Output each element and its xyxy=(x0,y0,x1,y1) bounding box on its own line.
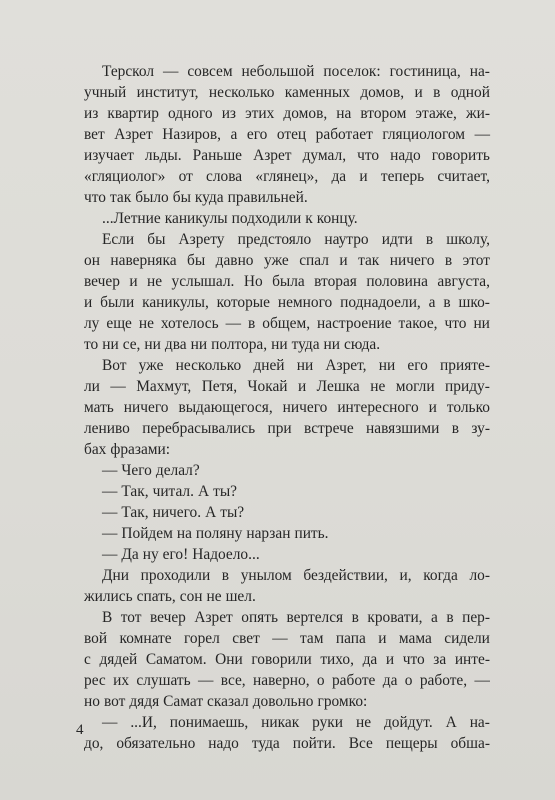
text-line: — Чего делал? xyxy=(102,462,200,479)
text-line: вет Азрет Назиров, а его отец работает гляциологом — xyxy=(84,126,490,143)
text-line: изучает льды. Раньше Азрет думал, что надо говорить xyxy=(84,147,490,164)
text-line: Дни проходили в унылом бездействии, и, когда ло- xyxy=(102,567,490,584)
page-number: 4 xyxy=(76,722,84,738)
paragraph xyxy=(84,607,490,712)
text-line: ...Летние каникулы подходили к концу. xyxy=(102,210,358,227)
text-line: вечер и не услышал. Но была вторая половина августа, xyxy=(84,273,490,290)
text-line: Вот уже несколько дней ни Азрет, ни его прияте- xyxy=(102,357,490,374)
text-line: Терскол — совсем небольшой поселок: гостиница, на- xyxy=(102,63,490,80)
text-line: — Пойдем на поляну нарзан пить. xyxy=(102,525,329,542)
text-line: — Так, читал. А ты? xyxy=(102,483,237,500)
paragraph xyxy=(84,523,490,544)
paragraph xyxy=(84,61,490,208)
paragraph xyxy=(84,481,490,502)
paragraph xyxy=(84,565,490,607)
text-line: Если бы Азрету предстояло наутро идти в школу, xyxy=(102,231,490,248)
text-line: учный институт, несколько каменных домов, и в одной xyxy=(84,84,490,101)
paragraph xyxy=(84,355,490,460)
text-line: рес их слушать — все, наверно, о работе да о работе, — xyxy=(84,672,490,689)
text-line: «гляциолог» от слова «глянец», да и теперь считает, xyxy=(84,168,490,185)
text-line: ли — Махмут, Петя, Чокай и Лешка не могли приду- xyxy=(84,378,490,395)
text-line: и были каникулы, которые немного поднадоели, а в шко- xyxy=(84,294,490,311)
text-line: он наверняка бы давно уже спал и так ничего в этот xyxy=(84,252,490,269)
paragraph xyxy=(84,229,490,355)
text-line: из квартир одного из этих домов, на втором этаже, жи- xyxy=(84,105,490,122)
paragraph xyxy=(84,712,490,754)
text-line: вой комнате горел свет — там папа и мама сидели xyxy=(84,630,490,647)
text-line: лениво перебрасывались при встрече навязшими в зу- xyxy=(84,420,490,437)
text-line: но вот дядя Самат сказал довольно громко: xyxy=(84,693,368,710)
text-line: то ни се, ни два ни полтора, ни туда ни сюда. xyxy=(84,336,381,353)
body-text xyxy=(84,61,490,754)
text-line: мать ничего выдающегося, ничего интересного и только xyxy=(84,399,490,416)
text-line: жились спать, сон не шел. xyxy=(84,588,256,605)
text-line: В тот вечер Азрет опять вертелся в кровати, а в пер- xyxy=(102,609,490,626)
paragraph xyxy=(84,544,490,565)
text-line: бах фразами: xyxy=(84,441,171,458)
text-line: — Да ну его! Надоело... xyxy=(102,546,260,563)
text-line: что так было бы куда правильней. xyxy=(84,189,308,206)
text-line: — Так, ничего. А ты? xyxy=(102,504,245,521)
text-line: лу еще не хотелось — в общем, настроение такое, что ни xyxy=(84,315,490,332)
paragraph xyxy=(84,208,490,229)
text-line: — ...И, понимаешь, никак руки не дойдут. А на- xyxy=(102,714,490,731)
text-line: до, обязательно надо туда пойти. Все пещеры обша- xyxy=(84,735,490,752)
paragraph xyxy=(84,460,490,481)
paragraph xyxy=(84,502,490,523)
text-line: с дядей Саматом. Они говорили тихо, да и что за инте- xyxy=(84,651,490,668)
